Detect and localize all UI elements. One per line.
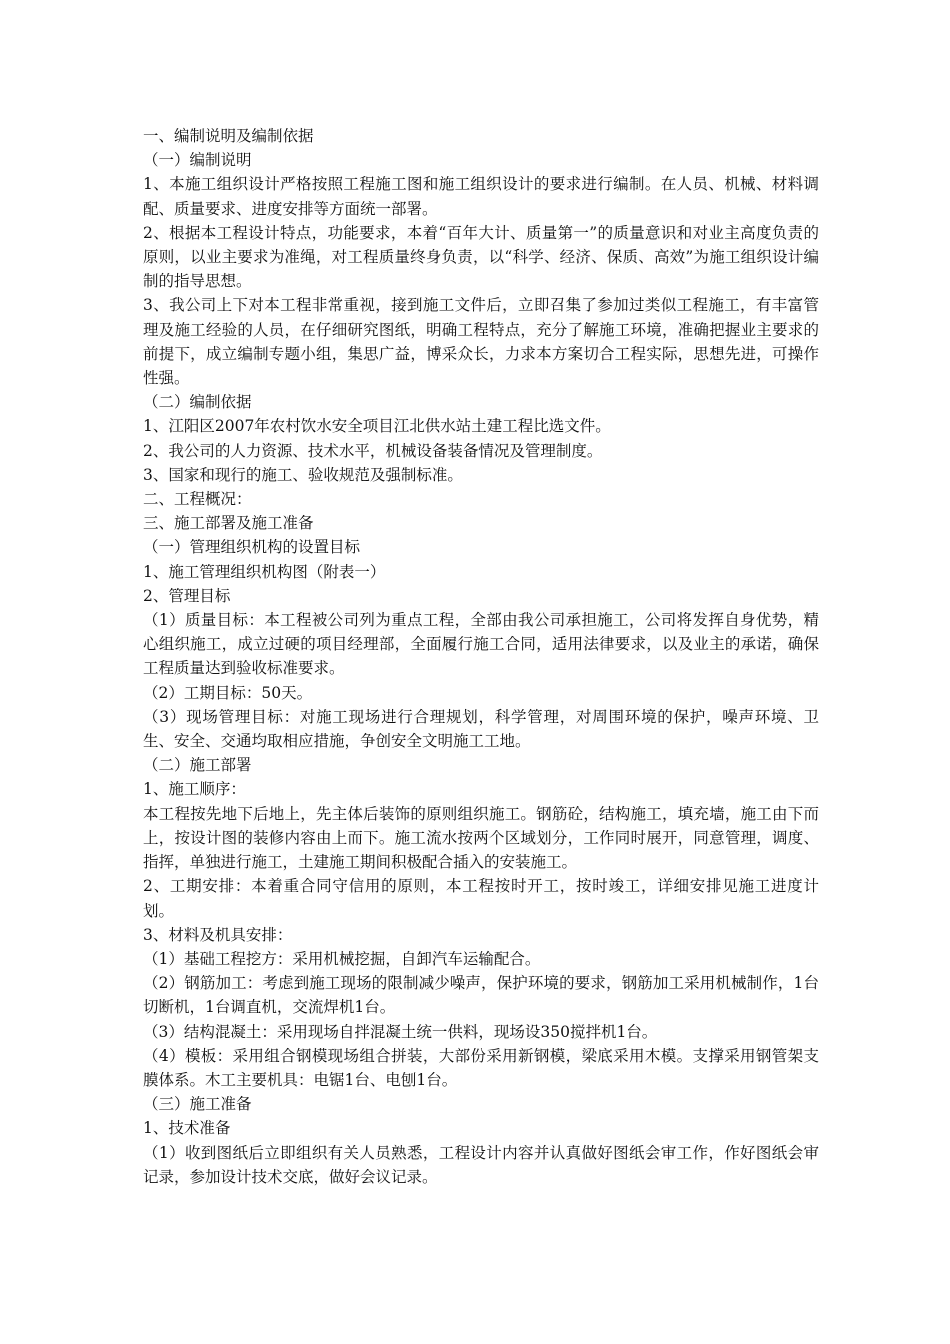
paragraph-quality-goal: （1）质量目标：本工程被公司列为重点工程，全部由我公司承担施工，公司将发挥自身优势，精心组织施工，成立过硬的项目经理部，全面履行施工合同，适用法律要求，以及业主的承诺，确保工程质量达到验收标准要求。 xyxy=(143,611,819,678)
subheading-compilation-basis: （二）编制依据 xyxy=(143,393,252,412)
heading-section-3: 三、施工部署及施工准备 xyxy=(143,514,314,533)
paragraph-technical-preparation: 1、技术准备 xyxy=(143,1119,231,1138)
paragraph-formwork: （4）模板：采用组合钢模现场组合拼装，大部份采用新钢模，梁底采用木模。支撑采用钢管架支膜体系。木工主要机具：电锯1台、电刨1台。 xyxy=(143,1046,819,1089)
subheading-management-organization: （一）管理组织机构的设置目标 xyxy=(143,538,361,557)
paragraph-sequence-detail: 本工程按先地下后地上，先主体后装饰的原则组织施工。钢筋砼，结构施工，填充墙，施工由下而上，按设计图的装修内容由上而下。施工流水按两个区域划分，工作同时展开，同意管理，调度、指挥，单独进行施工，土建施工期间积极配合插入的安装施工。 xyxy=(143,804,819,872)
subheading-construction-preparation: （三）施工准备 xyxy=(143,1095,252,1114)
paragraph-notes-1: 1、本施工组织设计严格按照工程施工图和施工组织设计的要求进行编制。在人员、机械、材料调配、质量要求、进度安排等方面统一部署。 xyxy=(143,175,819,218)
document-body xyxy=(143,124,819,1189)
heading-section-1: 一、编制说明及编制依据 xyxy=(143,127,314,145)
paragraph-management-goals: 2、管理目标 xyxy=(143,586,231,605)
subheading-construction-deployment: （二）施工部署 xyxy=(143,756,252,775)
paragraph-schedule-arrangement: 2、工期安排：本着重合同守信用的原则，本工程按时开工，按时竣工，详细安排见施工进度计划。 xyxy=(143,877,819,920)
paragraph-structural-concrete: （3）结构混凝土：采用现场自拌混凝土统一供料，现场设350搅拌机1台。 xyxy=(143,1022,658,1041)
heading-section-2: 二、工程概况： xyxy=(143,490,252,509)
paragraph-drawing-review: （1）收到图纸后立即组织有关人员熟悉，工程设计内容并认真做好图纸会审工作，作好图纸会审记录，参加设计技术交底，做好会议记录。 xyxy=(143,1143,819,1186)
paragraph-notes-3: 3、我公司上下对本工程非常重视，接到施工文件后，立即召集了参加过类似工程施工，有丰富管理及施工经验的人员，在仔细研究图纸，明确工程特点，充分了解施工环境，准确把握业主要求的前提下，成立编制专题小组，集思广益，博采众长，力求本方案切合工程实际，思想先进，可操作性强。 xyxy=(143,296,819,388)
paragraph-basis-1: 1、江阳区2007年农村饮水安全项目江北供水站土建工程比选文件。 xyxy=(143,417,611,436)
paragraph-materials-equipment: 3、材料及机具安排： xyxy=(143,925,293,944)
paragraph-construction-sequence: 1、施工顺序： xyxy=(143,780,246,799)
paragraph-notes-2: 2、根据本工程设计特点，功能要求，本着“百年大计、质量第一”的质量意识和对业主高度负责的原则，以业主要求为准绳，对工程质量终身负责，以“科学、经济、保质、高效”为施工组织设计编制的指导思想。 xyxy=(143,223,819,291)
paragraph-schedule-goal: （2）工期目标：50天。 xyxy=(143,683,313,702)
paragraph-rebar-processing: （2）钢筋加工：考虑到施工现场的限制减少噪声，保护环境的要求，钢筋加工采用机械制作，1台切断机，1台调直机，交流焊机1台。 xyxy=(143,974,819,1017)
paragraph-basis-2: 2、我公司的人力资源、技术水平，机械设备装备情况及管理制度。 xyxy=(143,441,603,460)
subheading-compilation-notes: （一）编制说明 xyxy=(143,151,252,170)
paragraph-org-chart: 1、施工管理组织机构图（附表一） xyxy=(143,562,386,581)
paragraph-site-management-goal: （3）现场管理目标：对施工现场进行合理规划，科学管理，对周围环境的保护，噪声环境、卫生、安全、交通均取相应措施，争创安全文明施工工地。 xyxy=(143,707,819,751)
paragraph-excavation: （1）基础工程挖方：采用机械挖掘，自卸汽车运输配合。 xyxy=(143,949,541,968)
paragraph-basis-3: 3、国家和现行的施工、验收规范及强制标准。 xyxy=(143,465,463,484)
